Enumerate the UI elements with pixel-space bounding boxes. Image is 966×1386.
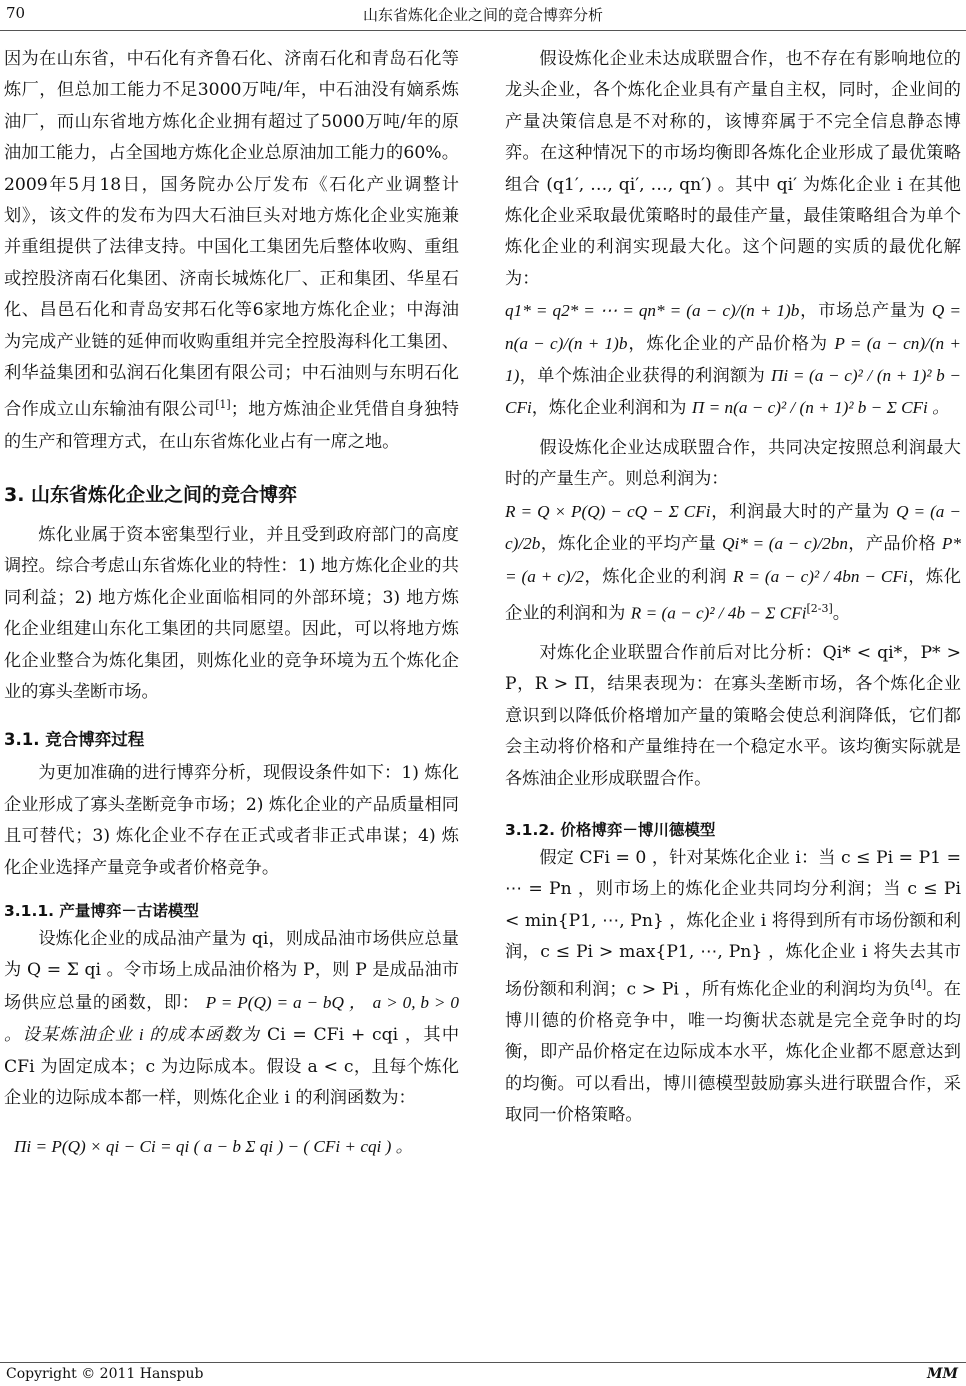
page-header bbox=[0, 0, 966, 31]
paragraph: 为更加准确的进行博弈分析，现假设条件如下：1) 炼化企业形成了寡头垄断竞争市场；2) 炼化企业的产品质量相同且可替代；3) 炼化企业不存在正式或者非正式串谋；4) 炼化企业选择产量竞争或者价格竞争。 bbox=[4, 763, 459, 878]
profit-equation: Πi = P(Q) × qi − Ci = qi ( a − b Σ qi ) − ( CFi + cqi ) 。 bbox=[14, 1136, 413, 1156]
equation: Π = n(a − c)² / (n + 1)² b − Σ CFi 。 bbox=[691, 398, 950, 418]
equation: a > 0, b > 0 。设某炼油企业 i 的成本函数为 bbox=[4, 992, 459, 1045]
paragraph-text: Ci = CFi + cqi ，其中 CFi 为固定成本；c 为边际成本。假设 a < c，且每个炼化企业的边际成本都一样，则炼化企业 i 的利润函数为： bbox=[4, 1025, 460, 1109]
equation-text: ，炼化企业的利润和为 bbox=[505, 566, 961, 624]
equation-text: ，炼化企业的产品价格为 bbox=[627, 333, 828, 354]
citation: [4] bbox=[910, 977, 927, 991]
paragraph-text: ；地方炼油企业凭借自身独特的生产和管理方式，在山东省炼化业占有一席之地。 bbox=[4, 400, 459, 452]
citation: [1] bbox=[215, 398, 231, 412]
section-heading: 3. 山东省炼化企业之间的竞合博弈 bbox=[4, 484, 298, 507]
paragraph-text: 因为在山东省，中石化有齐鲁石化、济南石化和青岛石化等炼厂，但总加工能力不足3000万吨/年，中石油没有嫡系炼油厂，而山东省地方炼化企业拥有超过了5000万吨/年的原油加工能力，占全国地方炼化企业总原油加工能力的60%。2009年5月18日，国务院办公厅发布《石化产业调整计划》，该文件的发布为四大石油巨头对地方炼化企业实施兼并重组提供了法律支持。中国化工集团先后整体收购、重组或控股济南石化集团、济南长城炼化厂、正和集团、华星石化、昌邑石化和青岛安邦石化等6家地方炼化企业；中海油为完成产业链的延伸而收购重组并完全控股海科化工集团、利华益集团和弘润石化集团有限公司；中石油则与东明石化合作成立山东输油有限公司 bbox=[4, 49, 459, 421]
paragraph: 炼化业属于资本密集型行业，并且受到政府部门的高度调控。综合考虑山东省炼化业的特性：1) 地方炼化企业的共同利益；2) 地方炼化企业面临相同的外部环境；3) 地方炼化企业组建山东化工集团的共同愿望。因此，可以将地方炼化企业整合为炼化集团，则炼化业的竞争环境为五个炼化企业的寡头垄断市场。 bbox=[4, 525, 459, 703]
running-title: 山东省炼化企业之间的竞合博弈分析 bbox=[362, 6, 603, 24]
equation-text: ，炼化企业利润和为 bbox=[531, 398, 687, 419]
paragraph: 假设炼化企业未达成联盟合作，也不存在有影响地位的龙头企业，各个炼化企业具有产量自主权，同时，企业间的产量决策信息是不对称的，该博弈属于不完全信息静态博弈。在这种情况下的市场均衡即各炼化企业形成了最优策略组合 (q1′, …, qi′, …, qn′) 。其中 qi′ 为炼化企业 i 在其他炼化企业采取最优策略时的最佳产量，最佳策略组合为单个炼化企业的利润实现最大化。这个问题的实质的最优化解为： bbox=[505, 49, 961, 289]
equation-text: ，产品价格 bbox=[847, 534, 937, 555]
equation-text: 。 bbox=[832, 603, 850, 624]
subsection-heading: 3.1. 竞合博弈过程 bbox=[4, 730, 145, 750]
equation: Q = (a − c)/2b bbox=[505, 501, 961, 554]
equation-text: ，单个炼油企业获得的利润额为 bbox=[519, 366, 766, 387]
equation: Q = n(a − c)/(n + 1)b bbox=[505, 301, 961, 353]
journal-abbrev: MM bbox=[927, 1366, 958, 1382]
subsubsection-heading: 3.1.1. 产量博弈－古诺模型 bbox=[4, 902, 199, 921]
paragraph bbox=[505, 843, 961, 1131]
paragraph: 对炼化企业联盟合作前后对比分析：Qi* < qi*，P* > P，R > Π，结果表现为：在寡头垄断市场，各个炼化企业意识到以降低价格增加产量的策略会使总利润降低，它们都会主动将价格和产量维持在一个稳定水平。该均衡实际就是各炼油企业形成联盟合作。 bbox=[505, 643, 961, 789]
equation: R = (a − c)² / 4bn − CFi bbox=[732, 566, 908, 586]
equation-text: ，炼化企业的平均产量 bbox=[540, 534, 717, 555]
equation: P* = (a + c)/2 bbox=[505, 534, 961, 586]
equation-text: ，炼化企业的利润 bbox=[583, 566, 727, 587]
equation: P = P(Q) = a − bQ ， bbox=[205, 992, 367, 1012]
equation-text: ，利润最大时的产量为 bbox=[710, 501, 890, 522]
copyright-notice: Copyright © 2011 Hanspub bbox=[6, 1366, 204, 1382]
page-number: 70 bbox=[6, 4, 26, 22]
paragraph-text: 假定 CFi = 0 ，针对某炼化企业 i：当 c ≤ Pi = P1 = ⋯ = Pn ，则市场上的炼化企业共同均分利润；当 c ≤ Pi < min{P1, ⋯, Pn} ，炼化企业 i 将得到所有市场份额和利润，c ≤ Pi > max{P1, ⋯, Pn} ，炼化企业 i 将失去其市场份额和利润；c > Pi ，所有炼化企业的利润均为负 bbox=[505, 848, 961, 1000]
subsubsection-heading: 3.1.2. 价格博弈－博川德模型 bbox=[505, 821, 716, 840]
left-column bbox=[4, 44, 459, 1168]
equation: P = (a − cn)/(n + 1) bbox=[505, 333, 961, 386]
equation: R = Q × P(Q) − cQ − Σ CFi bbox=[505, 501, 711, 521]
paragraph-text: 。在博川德的价格竞争中，唯一均衡状态就是完全竞争时的均衡，即产品价格定在边际成本水平，炼化企业都不愿意达到的均衡。可以看出，博川德模型鼓励寡头进行联盟合作，采取同一价格策略。 bbox=[505, 979, 961, 1126]
paragraph bbox=[4, 924, 459, 1114]
equation-paragraph bbox=[505, 295, 961, 425]
equation: R = (a − c)² / 4b − Σ CFi bbox=[630, 603, 807, 623]
page-footer bbox=[0, 1362, 966, 1385]
equation-paragraph bbox=[505, 496, 961, 630]
paragraph-intro bbox=[4, 44, 459, 458]
equation: q1* = q2* = ⋯ = qn* = (a − c)/(n + 1)b bbox=[505, 301, 800, 321]
paragraph: 假设炼化企业达成联盟合作，共同决定按照总利润最大时的产量生产。则总利润为： bbox=[505, 437, 961, 490]
equation: Qi* = (a − c)/2bn bbox=[722, 534, 848, 554]
citation: [2-3] bbox=[806, 601, 833, 615]
equation-text: ，市场总产量为 bbox=[799, 301, 926, 322]
equation: Πi = (a − c)² / (n + 1)² b − CFi bbox=[505, 366, 961, 418]
right-column bbox=[505, 44, 961, 1131]
paragraph-text: 设炼化企业的成品油产量为 qi，则成品油市场供应总量为 Q = Σ qi 。令市场上成品油价格为 P，则 P 是成品油市场供应总量的函数，即： bbox=[4, 929, 459, 1013]
